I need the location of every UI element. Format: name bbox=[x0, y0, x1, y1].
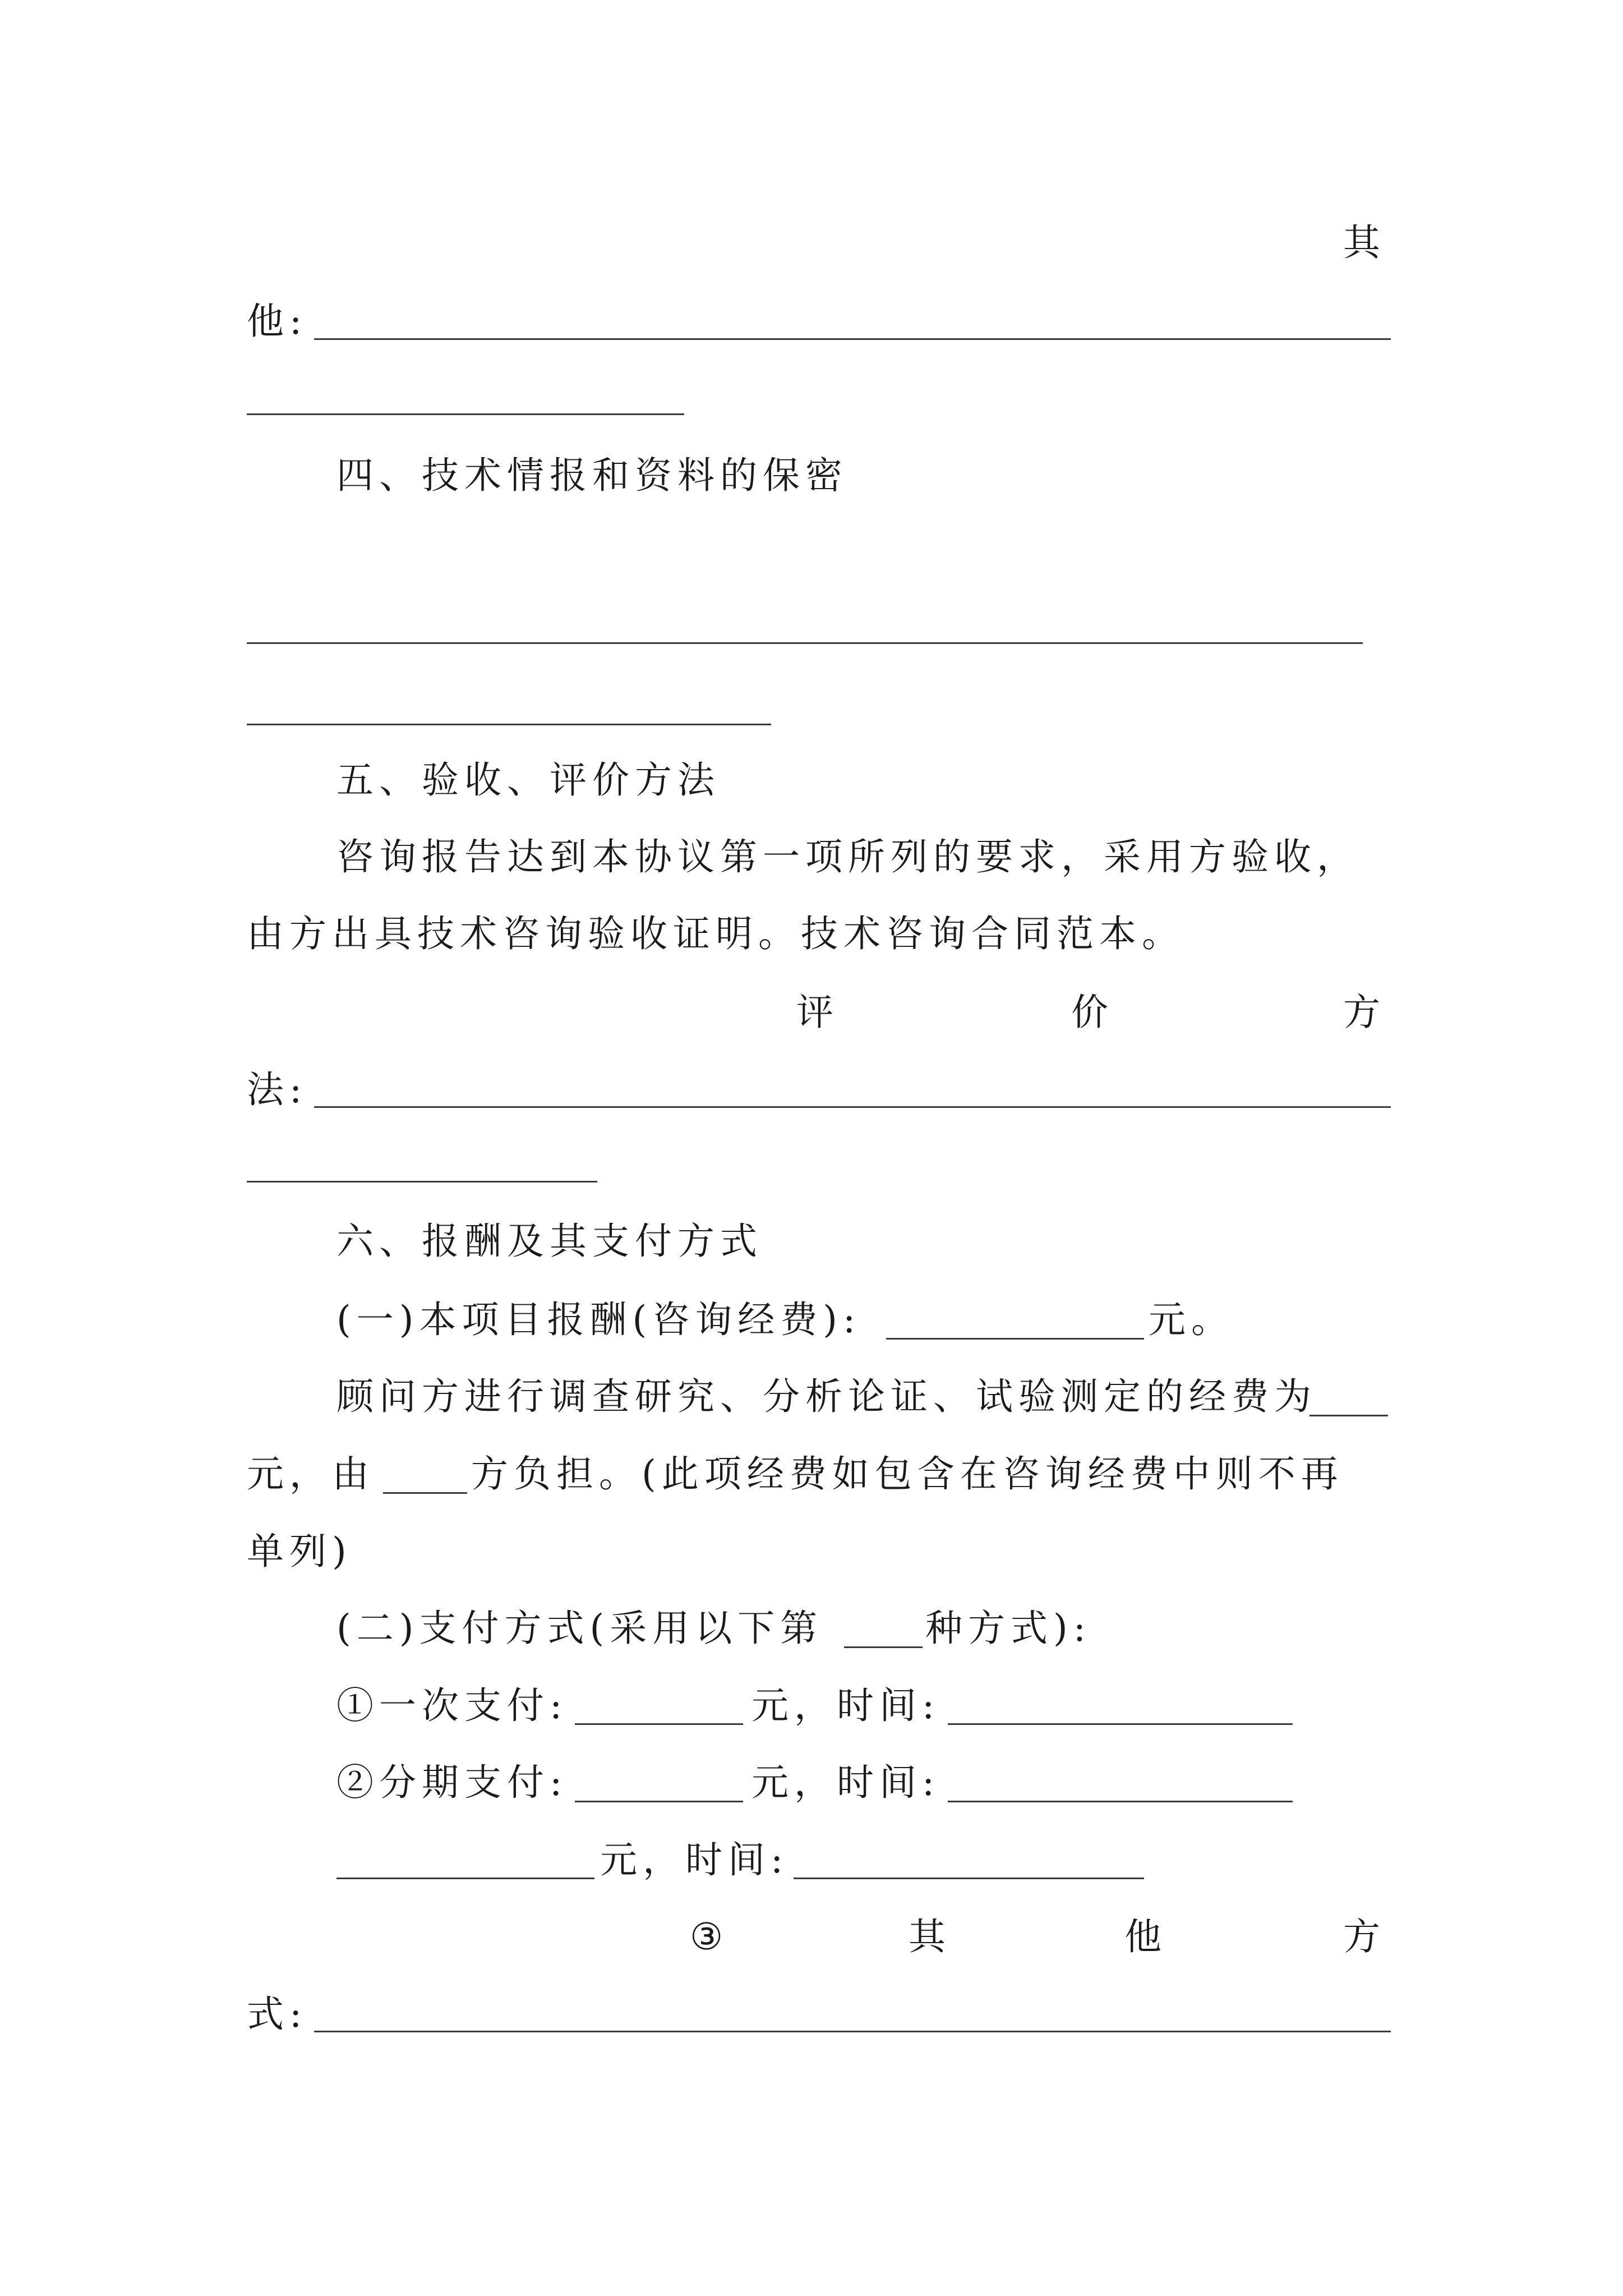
other-fill-line[interactable] bbox=[314, 338, 1391, 340]
section-5-heading: 五、验收、评价方法 bbox=[336, 758, 720, 802]
other-method-char-1: ③ bbox=[690, 1915, 729, 1958]
acceptance-paragraph-line1: 咨询报告达到本协议第一项所列的要求，采用方验收， bbox=[336, 835, 1359, 878]
consultant-expense-amount-blank[interactable] bbox=[1310, 1415, 1388, 1416]
other-method-char-3: 他 bbox=[1124, 1915, 1167, 1958]
consultant-expense-line2-b: 方负担。(此项经费如包含在咨询经费中则不再 bbox=[471, 1452, 1344, 1496]
payment-method-choice-blank[interactable] bbox=[844, 1646, 923, 1648]
installment-2-yuan-time: 元，时间: bbox=[600, 1838, 789, 1881]
other-text-part1: 其 bbox=[1343, 221, 1386, 264]
confidentiality-fill-line-2[interactable] bbox=[247, 724, 771, 725]
installment-time-blank[interactable] bbox=[948, 1801, 1293, 1802]
installment-yuan-time: 元，时间: bbox=[751, 1761, 940, 1804]
expense-bearer-blank[interactable] bbox=[383, 1492, 467, 1494]
payment-method-label-a: (二)支付方式(采用以下第 bbox=[336, 1607, 823, 1650]
acceptance-paragraph-line2: 由方出具技术咨询验收证明。技术咨询合同范本。 bbox=[247, 912, 1184, 955]
other-method-fill-line[interactable] bbox=[314, 2031, 1391, 2032]
confidentiality-fill-line[interactable] bbox=[247, 642, 1363, 644]
lump-sum-label: ①一次支付: bbox=[336, 1684, 568, 1727]
eval-method-char-3: 方 bbox=[1343, 991, 1386, 1034]
installment-amount-blank[interactable] bbox=[575, 1801, 743, 1802]
eval-method-fill-line-2[interactable] bbox=[247, 1181, 597, 1182]
section-4-heading: 四、技术情报和资料的保密 bbox=[336, 454, 848, 497]
lump-sum-time-blank[interactable] bbox=[948, 1723, 1293, 1725]
fee-unit: 元。 bbox=[1149, 1298, 1234, 1341]
installment-2-time-blank[interactable] bbox=[794, 1878, 1144, 1879]
lump-sum-yuan-time: 元，时间: bbox=[751, 1684, 940, 1727]
lump-sum-amount-blank[interactable] bbox=[575, 1723, 743, 1725]
consultant-expense-line3: 单列) bbox=[247, 1530, 352, 1573]
fee-amount-blank[interactable] bbox=[886, 1338, 1144, 1340]
installment-2-amount-blank[interactable] bbox=[336, 1878, 594, 1879]
other-method-tail: 式: bbox=[247, 1993, 308, 2036]
payment-method-label-b: 种方式): bbox=[925, 1607, 1091, 1650]
eval-method-fill-line[interactable] bbox=[314, 1106, 1391, 1108]
eval-method-char-1: 评 bbox=[796, 991, 839, 1034]
other-fill-line-2[interactable] bbox=[247, 413, 684, 415]
section-6-heading: 六、报酬及其支付方式 bbox=[336, 1220, 763, 1263]
consultant-expense-line1: 顾问方进行调查研究、分析论证、试验测定的经费为 bbox=[336, 1375, 1317, 1418]
other-method-char-2: 其 bbox=[909, 1915, 951, 1958]
consultant-expense-line2-a: 元，由 bbox=[247, 1452, 375, 1496]
installment-label: ②分期支付: bbox=[336, 1761, 568, 1804]
eval-method-char-2: 价 bbox=[1071, 991, 1114, 1034]
fee-label: (一)本项目报酬(咨询经费): bbox=[336, 1298, 861, 1341]
other-method-char-4: 方 bbox=[1343, 1915, 1386, 1958]
other-text-part2: 他: bbox=[247, 300, 308, 343]
eval-method-tail: 法: bbox=[247, 1068, 308, 1111]
